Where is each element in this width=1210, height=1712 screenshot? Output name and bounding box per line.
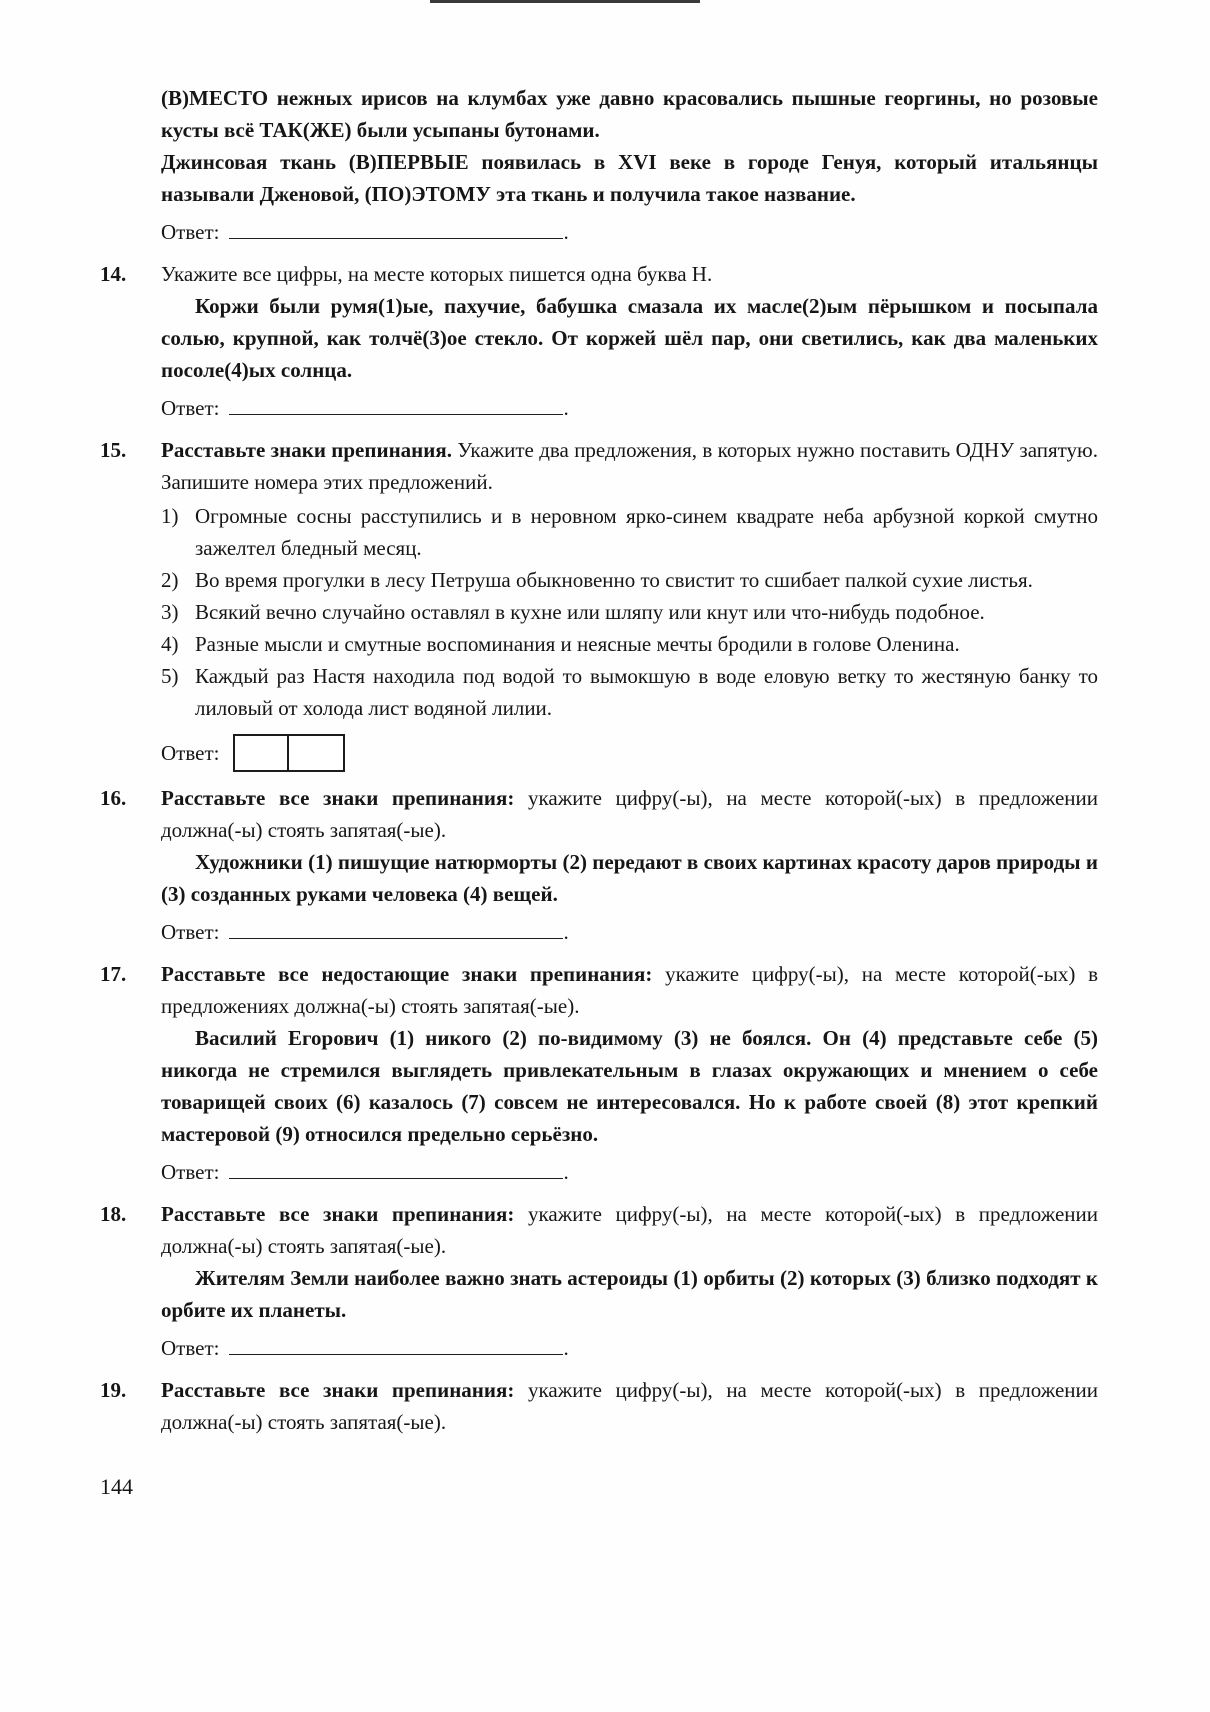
task-prompt-bold: Расставьте все знаки препинания: xyxy=(161,786,515,810)
task-prompt-rest: укажите цифру(-ы), на месте которой(-ых) в предложении должна(-ы) стоять запятая(-ые). xyxy=(161,1378,1098,1434)
option-text: Разные мысли и смутные воспоминания и неясные мечты бродили в голове Оленина. xyxy=(195,632,960,656)
answer-blank-field[interactable] xyxy=(229,1176,563,1179)
task-prompt-rest: Укажите два предложения, в которых нужно поставить ОДНУ запятую. Запишите номера этих предложений. xyxy=(161,438,1098,494)
page-number: 144 xyxy=(100,1474,133,1499)
answer-box-2[interactable] xyxy=(289,734,345,772)
answer-label: Ответ: xyxy=(161,396,220,420)
answer-boxes[interactable] xyxy=(233,734,345,772)
answer-label: Ответ: xyxy=(161,1336,220,1360)
option-row xyxy=(161,628,1098,660)
answer-period: . xyxy=(563,220,569,244)
task-prompt-bold: Расставьте все знаки препинания: xyxy=(161,1202,515,1226)
task-prompt-bold: Расставьте все недостающие знаки препинания: xyxy=(161,962,653,986)
task-prompt-rest: укажите цифру(-ы), на месте которой(-ых) в предложении должна(-ы) стоять запятая(-ые). xyxy=(161,1202,1098,1258)
task-18 xyxy=(100,1198,1098,1364)
answer-label: Ответ: xyxy=(161,741,220,765)
task-prompt xyxy=(161,958,1098,1022)
option-number: 1) xyxy=(161,504,179,528)
answer-label: Ответ: xyxy=(161,1160,220,1184)
option-list xyxy=(161,500,1098,724)
option-text: Во время прогулки в лесу Петруша обыкновенно то свистит то сшибает палкой сухие листья. xyxy=(195,568,1033,592)
task-passage: Коржи были румя(1)ые, пахучие, бабушка смазала их масле(2)ым пёрышком и посыпала солью, крупной, как толчё(3)ое стекло. От коржей шёл пар, они светились, как два маленьких посоле(4)ых солнца. xyxy=(161,294,1098,382)
task-prompt-rest: укажите цифру(-ы), на месте которой(-ых) в предложениях должна(-ы) стоять запятая(-ые). xyxy=(161,962,1098,1018)
task-number: 15. xyxy=(100,438,127,462)
option-number: 3) xyxy=(161,600,179,624)
answer-blank-field[interactable] xyxy=(229,236,563,239)
answer-period: . xyxy=(563,1336,569,1360)
task-15 xyxy=(100,434,1098,772)
task-prompt: Укажите все цифры, на месте которых пишется одна буква Н. xyxy=(161,262,713,286)
option-text: Каждый раз Настя находила под водой то вымокшую в воде еловую ветку то жестяную банку то лиловый от холода лист водяной лилии. xyxy=(195,664,1098,720)
option-text: Огромные сосны расступились и в неровном ярко-синем квадрате неба арбузной коркой смутно зажелтел бледный месяц. xyxy=(195,504,1098,560)
task-16 xyxy=(100,782,1098,948)
task-13-continuation xyxy=(161,82,1098,248)
answer-line xyxy=(161,392,1098,424)
task-prompt-bold: Расставьте знаки препинания. xyxy=(161,438,452,462)
task-number: 14. xyxy=(100,262,127,286)
answer-blank-field[interactable] xyxy=(229,412,563,415)
option-text: Всякий вечно случайно оставлял в кухне или шляпу или кнут или что-нибудь подобное. xyxy=(195,600,985,624)
answer-period: . xyxy=(563,920,569,944)
option-row xyxy=(161,564,1098,596)
task-prompt xyxy=(161,1374,1098,1438)
task-prompt xyxy=(161,434,1098,498)
answer-line xyxy=(161,734,1098,772)
option-number: 2) xyxy=(161,568,179,592)
task-number: 17. xyxy=(100,962,127,986)
option-number: 5) xyxy=(161,664,179,688)
option-row xyxy=(161,660,1098,724)
answer-line xyxy=(161,916,1098,948)
task-passage: Жителям Земли наиболее важно знать астероиды (1) орбиты (2) которых (3) близко подходят к орбите их планеты. xyxy=(161,1266,1098,1322)
answer-period: . xyxy=(563,396,569,420)
task-prompt-rest: укажите цифру(-ы), на месте которой(-ых) в предложении должна(-ы) стоять запятая(-ые). xyxy=(161,786,1098,842)
example-sentence-2: Джинсовая ткань (В)ПЕРВЫЕ появилась в XVI веке в городе Генуя, который итальянцы называли Дженовой, (ПО)ЭТОМУ эта ткань и получила такое название. xyxy=(161,150,1098,206)
scan-artifact xyxy=(430,0,700,3)
task-number: 16. xyxy=(100,786,127,810)
task-17 xyxy=(100,958,1098,1188)
answer-period: . xyxy=(563,1160,569,1184)
answer-blank-field[interactable] xyxy=(229,936,563,939)
task-number: 19. xyxy=(100,1378,127,1402)
answer-box-1[interactable] xyxy=(233,734,289,772)
answer-line xyxy=(161,216,1098,248)
task-passage: Художники (1) пишущие натюрморты (2) передают в своих картинах красоту даров природы и (3) созданных руками человека (4) вещей. xyxy=(161,850,1098,906)
task-prompt xyxy=(161,1198,1098,1262)
option-row xyxy=(161,500,1098,564)
task-14 xyxy=(100,258,1098,424)
answer-line xyxy=(161,1332,1098,1364)
answer-line xyxy=(161,1156,1098,1188)
task-passage: Василий Егорович (1) никого (2) по-видимому (3) не боялся. Он (4) представьте себе (5) никогда не стремился выглядеть привлекательным в глазах окружающих и мнением о себе товарищей своих (6) казалось (7) совсем не интересовался. Но к работе своей (8) этот крепкий мастеровой (9) относился предельно серьёзно. xyxy=(161,1026,1098,1146)
task-number: 18. xyxy=(100,1202,127,1226)
answer-label: Ответ: xyxy=(161,920,220,944)
option-number: 4) xyxy=(161,632,179,656)
option-row xyxy=(161,596,1098,628)
example-sentence-1: (В)МЕСТО нежных ирисов на клумбах уже давно красовались пышные георгины, но розовые кусты всё ТАК(ЖЕ) были усыпаны бутонами. xyxy=(161,86,1098,142)
task-19 xyxy=(100,1374,1098,1438)
answer-label: Ответ: xyxy=(161,220,220,244)
answer-blank-field[interactable] xyxy=(229,1352,563,1355)
task-prompt-bold: Расставьте все знаки препинания: xyxy=(161,1378,515,1402)
task-prompt xyxy=(161,782,1098,846)
